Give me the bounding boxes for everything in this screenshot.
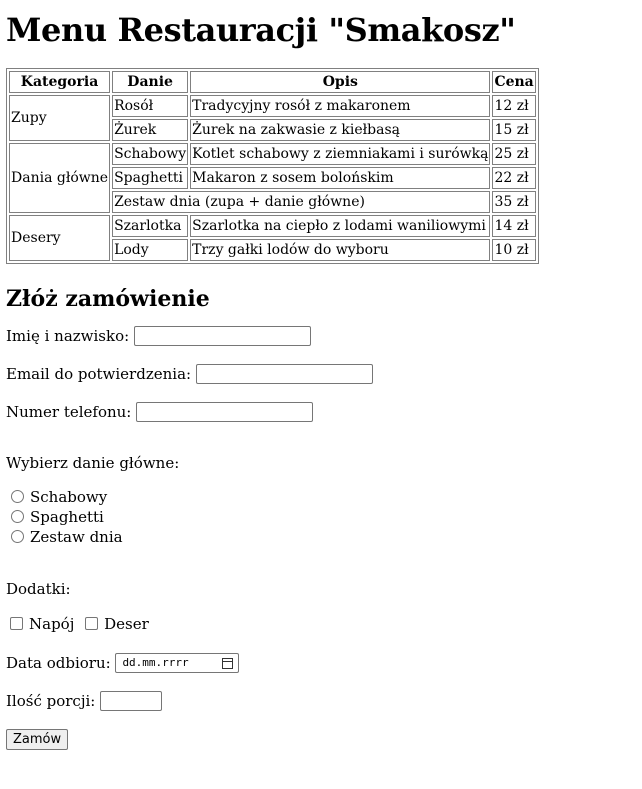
category-cell: Dania główne (9, 143, 110, 213)
email-input[interactable] (196, 364, 373, 384)
date-placeholder: dd.mm.rrrr (122, 656, 189, 669)
order-heading: Złóż zamówienie (6, 286, 210, 312)
price-cell: 12 zł (492, 95, 535, 117)
category-cell: Zupy (9, 95, 110, 141)
email-row (6, 362, 636, 384)
description-cell: Żurek na zakwasie z kiełbasą (190, 119, 490, 141)
checkbox-label-napoj: Napój (29, 615, 75, 633)
dish-cell: Lody (112, 239, 188, 261)
phone-input[interactable] (136, 402, 313, 422)
radio-circle[interactable] (11, 510, 24, 523)
header-dish: Danie (112, 71, 188, 93)
dish-cell: Schabowy (112, 143, 188, 165)
price-cell: 35 zł (492, 191, 535, 213)
extras-row (6, 613, 636, 635)
portions-row (6, 689, 636, 711)
radio-label: Schabowy (30, 488, 108, 506)
email-label: Email do potwierdzenia: (6, 365, 192, 383)
radio-label: Spaghetti (30, 508, 104, 526)
checkbox-label-deser: Deser (104, 615, 149, 633)
menu-table (6, 68, 539, 264)
calendar-icon[interactable] (222, 658, 233, 669)
portions-label: Ilość porcji: (6, 692, 96, 710)
table-row (9, 215, 536, 237)
portions-input[interactable] (100, 691, 162, 711)
description-cell: Trzy gałki lodów do wyboru (190, 239, 490, 261)
table-row (9, 143, 536, 165)
dish-cell: Rosół (112, 95, 188, 117)
dish-cell: Szarlotka (112, 215, 188, 237)
description-cell: Tradycyjny rosół z makaronem (190, 95, 490, 117)
category-cell: Desery (9, 215, 110, 261)
price-cell: 25 zł (492, 143, 535, 165)
date-input[interactable] (115, 653, 239, 673)
header-price: Cena (492, 71, 535, 93)
date-label: Data odbioru: (6, 654, 111, 672)
radio-option-spaghetti[interactable] (6, 507, 636, 527)
combo-cell: Zestaw dnia (zupa + danie główne) (112, 191, 490, 213)
description-cell: Makaron z sosem bolońskim (190, 167, 490, 189)
dish-cell: Żurek (112, 119, 188, 141)
checkbox-napoj[interactable] (10, 617, 23, 630)
checkbox-deser[interactable] (85, 617, 98, 630)
name-label: Imię i nazwisko: (6, 327, 130, 345)
description-cell: Szarlotka na ciepło z lodami waniliowymi (190, 215, 490, 237)
main-dish-options (6, 487, 636, 547)
name-input[interactable] (134, 326, 311, 346)
radio-option-zestaw-dnia[interactable] (6, 527, 636, 547)
main-dish-title: Wybierz danie główne: (6, 454, 180, 472)
radio-circle[interactable] (11, 530, 24, 543)
header-category: Kategoria (9, 71, 110, 93)
radio-option-schabowy[interactable] (6, 487, 636, 507)
name-row (6, 324, 636, 346)
phone-label: Numer telefonu: (6, 403, 132, 421)
date-row (6, 651, 636, 673)
radio-circle[interactable] (11, 490, 24, 503)
page-title: Menu Restauracji "Smakosz" (6, 11, 516, 49)
submit-button[interactable]: Zamów (6, 729, 68, 750)
radio-label: Zestaw dnia (30, 528, 123, 546)
phone-row (6, 400, 636, 422)
dish-cell: Spaghetti (112, 167, 188, 189)
price-cell: 10 zł (492, 239, 535, 261)
description-cell: Kotlet schabowy z ziemniakami i surówką (190, 143, 490, 165)
table-header-row (9, 71, 536, 93)
extras-title: Dodatki: (6, 580, 71, 598)
price-cell: 22 zł (492, 167, 535, 189)
price-cell: 15 zł (492, 119, 535, 141)
header-description: Opis (190, 71, 490, 93)
price-cell: 14 zł (492, 215, 535, 237)
table-row (9, 95, 536, 117)
